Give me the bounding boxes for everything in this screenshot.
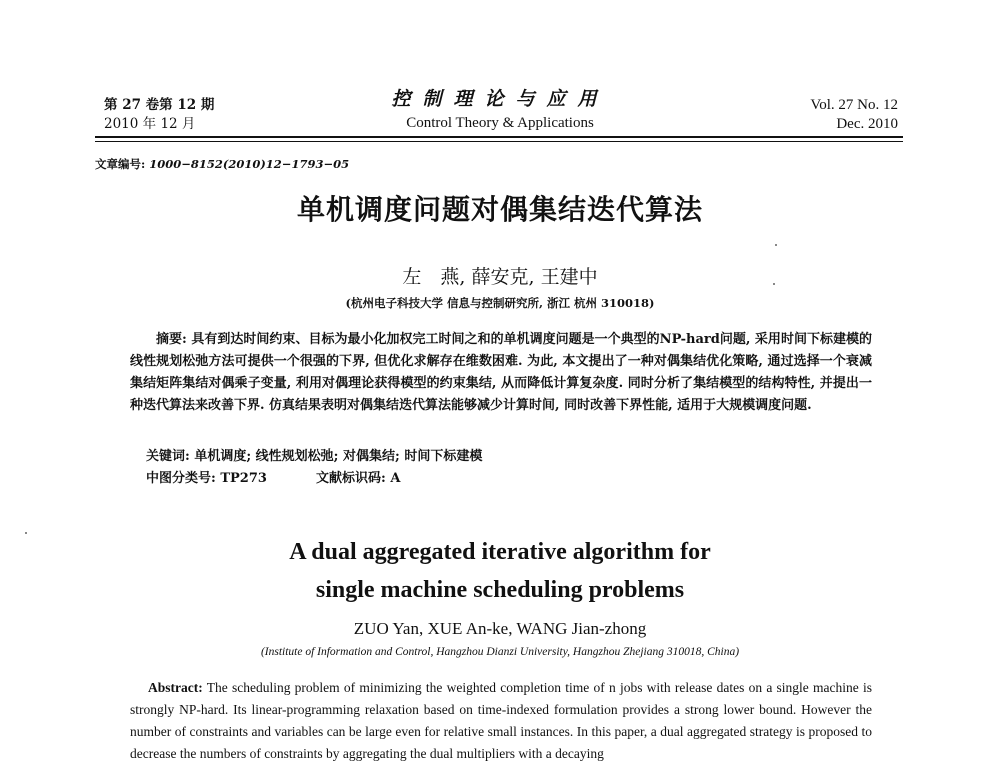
affiliation-en: (Institute of Information and Control, Hangzhou Dianzi University, Hangzhou Zhejiang 310018, China) (260, 646, 740, 658)
keywords-cn (146, 445, 482, 464)
title-en-line1: A dual aggregated iterative algorithm for (289, 539, 711, 565)
issue-info-en (810, 96, 898, 134)
header-rule-thick (95, 136, 903, 138)
authors-en: ZUO Yan, XUE An-ke, WANG Jian-zhong (353, 619, 647, 638)
doc-code-label: 文献标识码: (316, 471, 386, 486)
article-number-label: 文章编号: (95, 157, 146, 171)
article-number-value: 1000−8152(2010)12−1793−05 (149, 157, 350, 171)
journal-name-en: Control Theory & Applications (406, 115, 594, 131)
authors-cn: 左 燕, 薛安克, 王建中 (402, 266, 598, 288)
abstract-en-label: Abstract: (148, 680, 203, 695)
classification-cn (146, 467, 400, 486)
title-en (0, 533, 1000, 609)
keywords-cn-label: 关键词: (146, 449, 190, 464)
scan-speck (773, 283, 775, 285)
abstract-en (130, 677, 872, 765)
journal-name-cn: 控制理论与应用 (391, 88, 609, 110)
keywords-cn-text: 单机调度; 线性规划松弛; 对偶集结; 时间下标建模 (194, 449, 483, 464)
title-cn: 单机调度问题对偶集结迭代算法 (296, 193, 703, 226)
abstract-cn (130, 329, 872, 417)
scan-speck (25, 532, 27, 534)
abstract-cn-text: 具有到达时间约束、目标为最小化加权完工时间之和的单机调度问题是一个典型的NP-hard问题, 采用时间下标建模的线性规划松弛方法可提供一个很强的下界, 但优化求解存在维数困难. 为此, 本文提出了一种对偶集结优化策略, 通过选择一个衰减集结矩阵集结对偶乘子变量, 利用对偶理论获得模型的约束集结, 从而降低计算复杂度. 同时分析了集结模型的结构特性, 并提出一种迭代算法来改善下界. 仿真结果表明对偶集结迭代算法能够减少计算时间, 同时改善下界性能, 适用于大规模调度问题. (130, 332, 872, 413)
date-en: Dec. 2010 (836, 116, 898, 132)
header-rule-thin (95, 141, 903, 142)
affiliation-cn: (杭州电子科技大学 信息与控制研究所, 浙江 杭州 310018) (345, 296, 655, 310)
doc-code-value: A (390, 471, 401, 486)
date-cn: 2010 年 12 月 (104, 116, 196, 132)
title-en-line2: single machine scheduling problems (315, 577, 685, 603)
volume-cn: 第 27 卷第 12 期 (104, 97, 215, 113)
clc-value: TP273 (220, 471, 267, 486)
article-number (95, 156, 349, 172)
clc-label: 中图分类号: (146, 471, 216, 486)
scan-speck (775, 244, 777, 246)
volume-en: Vol. 27 No. 12 (810, 97, 898, 113)
abstract-cn-label: 摘要: (156, 332, 187, 347)
abstract-en-text: The scheduling problem of minimizing the weighted completion time of n jobs with release dates on a single machine is strongly NP-hard. Its linear-programming relaxation based on time-indexed formulation provides a strong lower bound. However the number of constraints and variables can be large even for relative small instances. In this paper, a dual aggregated strategy is proposed to decrease the numbers of constraints by aggregating the dual multipliers with a decaying (130, 680, 872, 761)
